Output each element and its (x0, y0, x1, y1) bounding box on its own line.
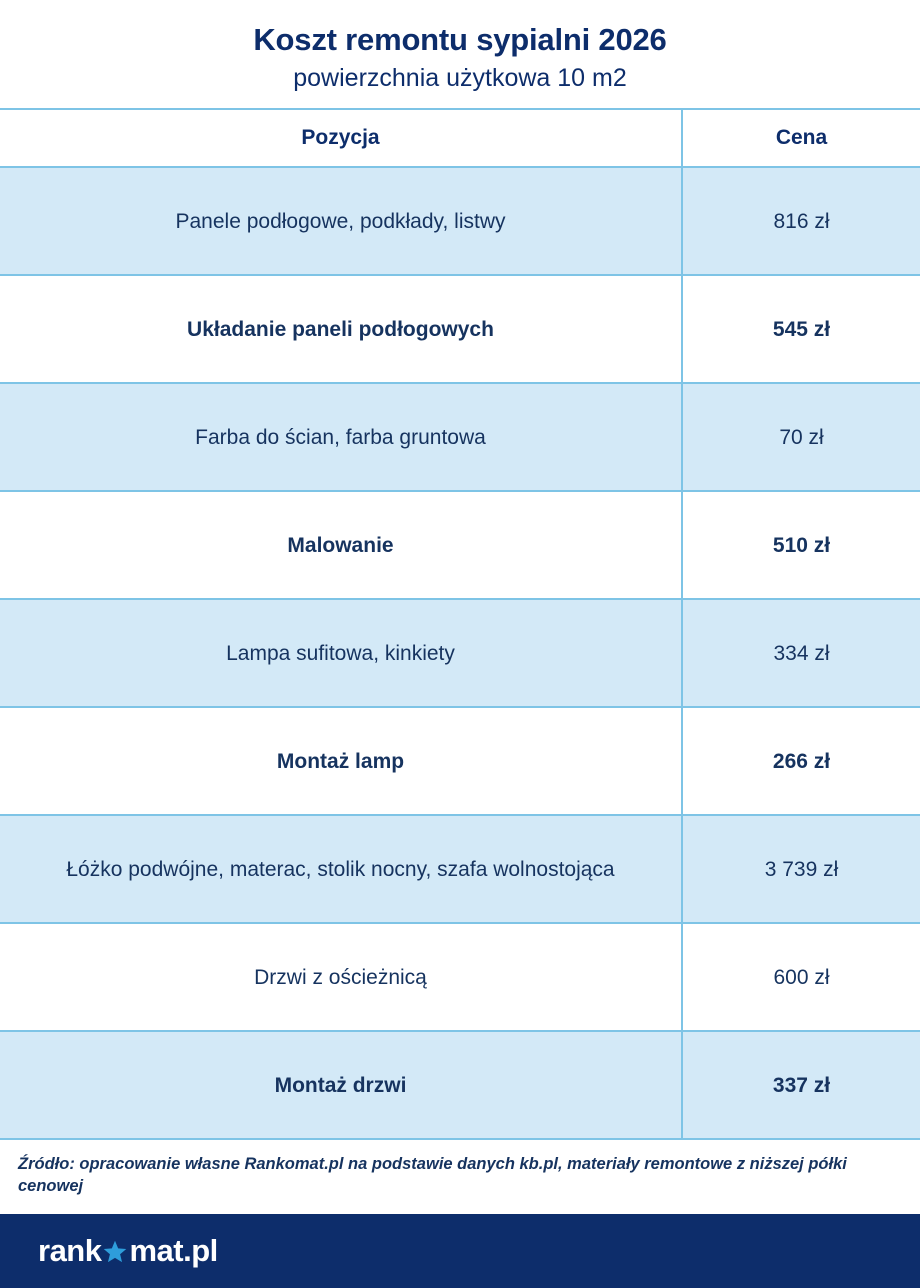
table-row (0, 707, 920, 815)
cell-item: Farba do ścian, farba gruntowa (0, 383, 682, 491)
cell-item: Panele podłogowe, podkłady, listwy (0, 167, 682, 275)
footer (0, 1214, 920, 1288)
cell-item: Lampa sufitowa, kinkiety (0, 599, 682, 707)
table-row (0, 275, 920, 383)
table-body (0, 167, 920, 1139)
table-row (0, 815, 920, 923)
cell-price: 70 zł (682, 383, 920, 491)
source-note: Źródło: opracowanie własne Rankomat.pl na podstawie danych kb.pl, materiały remontowe z niższej półki cenowej (18, 1155, 847, 1195)
cell-price: 600 zł (682, 923, 920, 1031)
cell-price: 266 zł (682, 707, 920, 815)
cell-item: Układanie paneli podłogowych (0, 275, 682, 383)
cell-item: Drzwi z ościeżnicą (0, 923, 682, 1031)
table-header (0, 109, 920, 167)
table-header-row (0, 109, 920, 167)
rankomat-logo (38, 1233, 218, 1269)
page-title: Koszt remontu sypialni 2026 (253, 22, 667, 57)
cell-price: 816 zł (682, 167, 920, 275)
cell-price: 510 zł (682, 491, 920, 599)
cell-price: 545 zł (682, 275, 920, 383)
column-header-item: Pozycja (0, 109, 682, 167)
logo-text-second: mat.pl (129, 1233, 218, 1268)
page-subtitle: powierzchnia użytkowa 10 m2 (293, 63, 627, 92)
header (0, 0, 920, 102)
cell-price: 3 739 zł (682, 815, 920, 923)
table-row (0, 1031, 920, 1139)
cell-item: Malowanie (0, 491, 682, 599)
column-header-price: Cena (682, 109, 920, 167)
cell-item: Montaż lamp (0, 707, 682, 815)
table-row (0, 491, 920, 599)
star-icon (102, 1239, 128, 1265)
logo-text-first: rank (38, 1233, 102, 1268)
table-row (0, 167, 920, 275)
cell-item: Montaż drzwi (0, 1031, 682, 1139)
table-row (0, 923, 920, 1031)
cell-price: 337 zł (682, 1031, 920, 1139)
cell-price: 334 zł (682, 599, 920, 707)
cost-table (0, 108, 920, 1140)
cell-item: Łóżko podwójne, materac, stolik nocny, szafa wolnostojąca (0, 815, 682, 923)
table-row (0, 599, 920, 707)
table-row (0, 383, 920, 491)
cost-table-wrapper (0, 108, 920, 1140)
